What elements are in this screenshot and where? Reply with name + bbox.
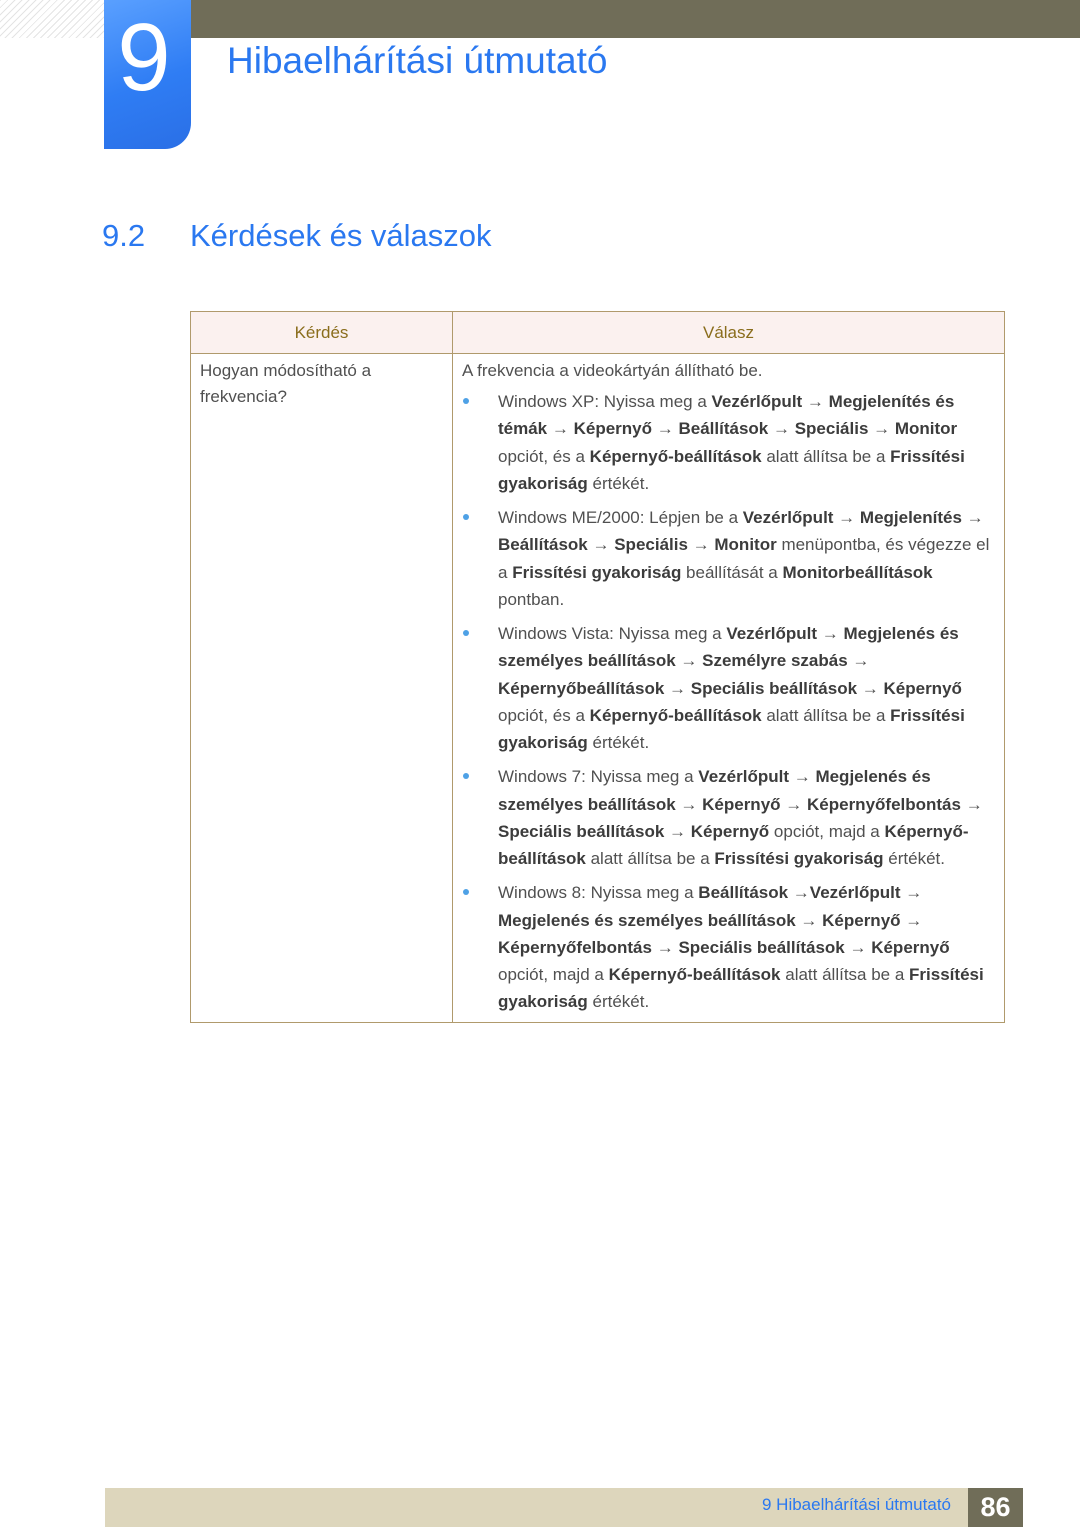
step-text: értékét.: [587, 733, 650, 753]
menu-path-term: Képernyő: [702, 794, 781, 814]
section-heading: [102, 218, 492, 254]
step-text: →: [664, 821, 691, 841]
step-text: alatt állítsa be a: [585, 849, 715, 869]
list-item: [462, 388, 994, 497]
step-text: →: [664, 678, 691, 698]
menu-path-term: Megjelenés és személyes beállítások: [498, 767, 931, 814]
question-cell: Hogyan módosítható a frekvencia?: [191, 354, 453, 1023]
list-item: [462, 763, 994, 872]
menu-path-term: Vezérlőpult: [742, 507, 834, 527]
step-text: opciót, majd a: [769, 821, 885, 841]
menu-path-term: Képernyő: [871, 937, 950, 957]
chapter-title: Hibaelhárítási útmutató: [227, 40, 608, 81]
step-text: Windows 8: Nyissa meg a: [498, 883, 699, 903]
answer-cell: [453, 354, 1005, 1023]
menu-path-term: Képernyőfelbontás: [498, 937, 652, 957]
step-text: Windows ME/2000: Lépjen be a: [498, 507, 743, 527]
menu-path-term: Képernyő-beállítások: [589, 446, 762, 466]
menu-path-term: Személyre szabás: [702, 651, 848, 671]
step-text: opciót, és a: [498, 446, 590, 466]
step-text: Windows XP: Nyissa meg a: [498, 392, 712, 411]
menu-path-term: Speciális beállítások: [690, 678, 858, 698]
menu-path-term: Frissítési gyakoriság: [498, 446, 965, 493]
answer-intro: A frekvencia a videokártyán állítható be.: [462, 361, 763, 380]
bullet-icon: [463, 630, 469, 636]
header-answer: Válasz: [453, 312, 1005, 354]
step-text: →: [675, 651, 703, 671]
list-item: [462, 879, 994, 1015]
step-text: beállítását a: [681, 562, 783, 582]
menu-path-term: Képernyőbeállítások: [498, 678, 665, 698]
step-text: értékét.: [587, 473, 650, 493]
step-text: →: [651, 937, 679, 957]
step-text: →: [868, 419, 895, 439]
step-text: →: [833, 507, 860, 527]
step-text: →: [847, 651, 870, 671]
step-text: →: [857, 678, 884, 698]
page-number: 86: [968, 1488, 1023, 1527]
footer: [105, 1488, 1023, 1527]
menu-path-term: Megjelenés és személyes beállítások: [498, 623, 959, 671]
menu-path-term: Vezérlőpult: [726, 623, 818, 643]
bullet-icon: [463, 398, 469, 404]
step-text: alatt állítsa be a: [761, 705, 891, 725]
menu-path-term: Képernyő: [883, 678, 962, 698]
step-text: pontban.: [498, 589, 565, 609]
step-text: →: [960, 794, 983, 814]
step-text: →: [780, 794, 807, 814]
menu-path-term: Frissítési gyakoriság: [498, 705, 965, 753]
menu-path-term: Beállítások: [678, 419, 769, 439]
menu-path-term: Képernyőfelbontás: [807, 794, 961, 814]
bullet-icon: [463, 773, 469, 779]
step-text: →: [844, 937, 872, 957]
menu-path-term: Speciális beállítások: [678, 937, 845, 957]
menu-path-term: Speciális: [614, 535, 688, 555]
menu-path-term: Képernyő-beállítások: [608, 965, 781, 985]
step-text: →: [802, 392, 829, 411]
menu-path-term: Speciális beállítások: [498, 821, 665, 841]
step-text: Windows 7: Nyissa meg a: [498, 767, 699, 787]
menu-path-term: Képernyő: [822, 910, 901, 930]
step-text: alatt állítsa be a: [761, 446, 891, 466]
menu-path-term: Beállítások: [498, 535, 588, 555]
menu-path-term: Képernyő-beállítások: [498, 821, 969, 869]
step-text: →: [788, 883, 810, 903]
step-text: →: [817, 623, 844, 643]
menu-path-term: Megjelenés és személyes beállítások: [498, 910, 796, 930]
step-text: →: [675, 794, 703, 814]
bullet-icon: [463, 889, 469, 895]
menu-path-term: Monitor: [714, 535, 777, 555]
step-text: →: [900, 883, 923, 903]
step-text: opciót, majd a: [498, 965, 609, 985]
menu-path-term: Monitor: [894, 419, 958, 439]
menu-path-term: Vezérlőpult: [698, 767, 789, 787]
menu-path-term: Beállítások: [698, 883, 789, 903]
step-text: alatt állítsa be a: [780, 965, 910, 985]
step-text: →: [652, 419, 679, 439]
menu-path-term: Megjelenítés: [859, 507, 962, 527]
menu-path-term: Vezérlőpult: [809, 883, 901, 903]
menu-path-term: Speciális: [794, 419, 869, 439]
menu-path-term: Vezérlőpult: [711, 392, 803, 411]
bullet-icon: [463, 514, 469, 520]
list-item: [462, 620, 994, 756]
menu-path-term: Monitorbeállítások: [782, 562, 933, 582]
step-text: →: [587, 535, 615, 555]
header-bar: [190, 0, 1080, 38]
table-row: [191, 354, 1005, 1023]
corner-hatch-decoration: [0, 0, 104, 38]
chapter-tab: [104, 0, 191, 149]
step-text: →: [961, 507, 984, 527]
step-text: →: [768, 419, 795, 439]
step-text: értékét.: [587, 992, 650, 1012]
menu-path-term: Képernyő: [573, 419, 653, 439]
section-title: Kérdések és válaszok: [190, 218, 492, 253]
footer-chapter-label: 9 Hibaelhárítási útmutató: [762, 1495, 951, 1514]
answer-steps-list: [462, 388, 994, 1016]
step-text: értékét.: [883, 849, 945, 869]
step-text: →: [795, 910, 823, 930]
step-text: menüpontba, és végezze el a: [498, 535, 990, 582]
section-number: 9.2: [102, 218, 146, 253]
step-text: opciót, és a: [498, 705, 590, 725]
step-text: →: [547, 419, 574, 439]
step-text: →: [788, 767, 816, 787]
qa-table: [190, 311, 1005, 1023]
menu-path-term: Frissítési gyakoriság: [512, 562, 682, 582]
step-text: Windows Vista: Nyissa meg a: [498, 623, 727, 643]
header-question: Kérdés: [191, 312, 453, 354]
menu-path-term: Képernyő: [690, 821, 770, 841]
chapter-number: 9: [117, 4, 171, 111]
menu-path-term: Frissítési gyakoriság: [714, 849, 884, 869]
menu-path-term: Képernyő-beállítások: [589, 705, 762, 725]
menu-path-term: Frissítési gyakoriság: [498, 965, 984, 1012]
step-text: →: [900, 910, 923, 930]
list-item: [462, 504, 994, 613]
step-text: →: [687, 535, 715, 555]
menu-path-term: Megjelenítés és témák: [498, 392, 955, 439]
table-header-row: [191, 312, 1005, 354]
